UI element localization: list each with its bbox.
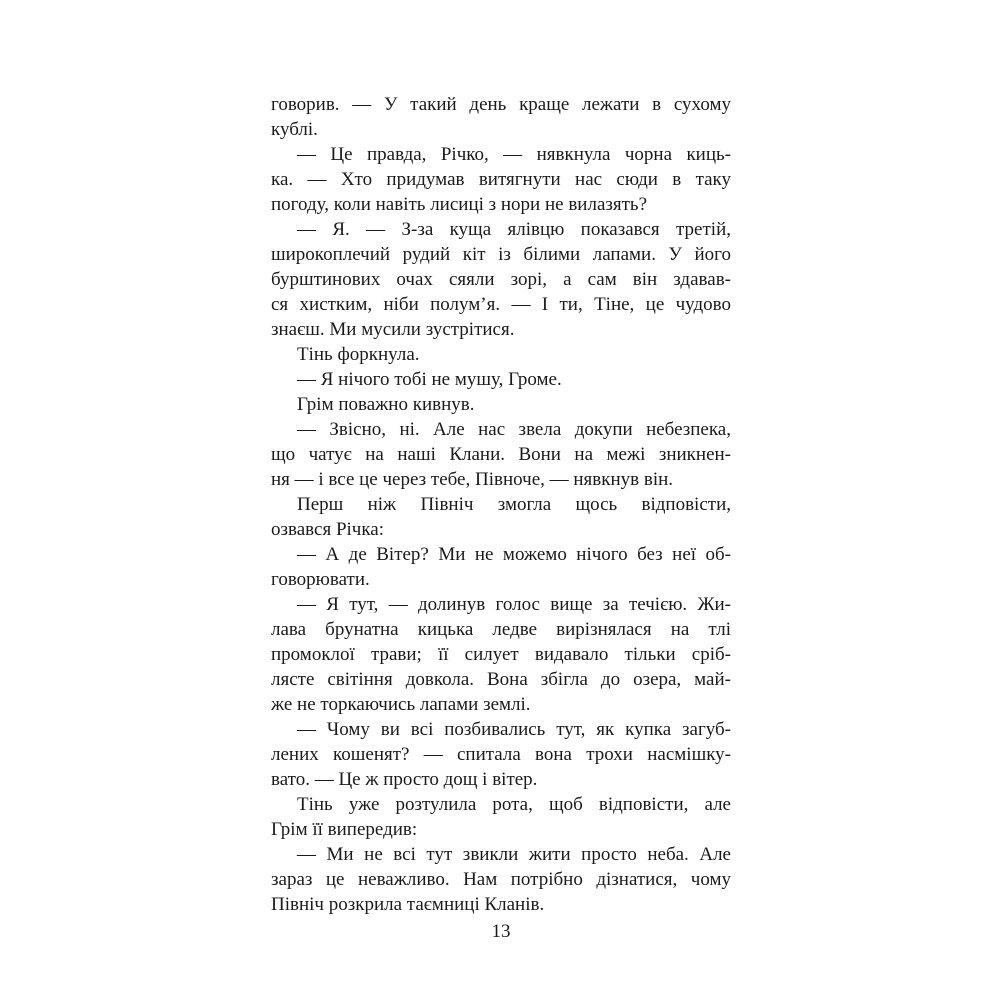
text-line: погоду, коли навіть лисиці з нори не вилазять? xyxy=(271,194,648,215)
text-line: — А де Вітер? Ми не можемо нічого без неї об- xyxy=(297,544,731,565)
text-line: Грім її випередив: xyxy=(271,819,418,840)
paragraph xyxy=(271,392,731,417)
text-line: озвався Річка: xyxy=(271,519,384,540)
text-line: — Чому ви всі позбивались тут, як купка загуб- xyxy=(297,719,731,740)
paragraph xyxy=(271,417,731,492)
paragraph xyxy=(271,717,731,792)
text-line: — Ми не всі тут звикли жити просто неба. Але xyxy=(297,844,731,865)
text-line: лених кошенят? — спитала вона трохи насмішку- xyxy=(271,744,731,765)
text-line: Грім поважно кивнув. xyxy=(297,394,475,415)
paragraph xyxy=(271,92,731,142)
text-line: говорив. — У такий день краще лежати в сухому xyxy=(271,94,731,115)
paragraph xyxy=(271,217,731,342)
text-line: — Звісно, ні. Але нас звела докупи небезпека, xyxy=(297,419,731,440)
paragraph xyxy=(271,492,731,542)
paragraph xyxy=(271,842,731,917)
text-line: говорювати. xyxy=(271,569,370,590)
text-line: кублі. xyxy=(271,119,318,140)
paragraph xyxy=(271,142,731,217)
text-line: Північ розкрила таємниці Кланів. xyxy=(271,894,545,915)
text-line: ся хистким, ніби полум’я. — І ти, Тіне, це чудово xyxy=(271,294,731,315)
text-line: Перш ніж Північ змогла щось відповісти, xyxy=(297,494,731,515)
text-line: Тінь уже розтулила рота, щоб відповісти, але xyxy=(297,794,731,815)
text-line: лава брунатна кицька ледве вирізнялася на тлі xyxy=(271,619,731,640)
text-block xyxy=(271,92,731,917)
text-line: же не торкаючись лапами землі. xyxy=(271,694,531,715)
text-line: ня — і все це через тебе, Півноче, — нявкнув він. xyxy=(271,469,674,490)
text-line: знаєш. Ми мусили зустрітися. xyxy=(271,319,515,340)
text-line: промоклої трави; її силует видавало тільки сріб- xyxy=(271,644,731,665)
text-line: бурштинових очах сяяли зорі, а сам він здавав- xyxy=(271,269,731,290)
text-line: лясте світіння довкола. Вона збігла до озера, май- xyxy=(271,669,731,690)
text-line: — Я тут, — долинув голос вище за течією. Жи- xyxy=(297,594,731,615)
text-line: — Я. — З-за куща ялівцю показався третій, xyxy=(297,219,731,240)
page-number: 13 xyxy=(491,921,511,942)
paragraph xyxy=(271,792,731,842)
text-line: — Це правда, Річко, — нявкнула чорна киць- xyxy=(297,144,731,165)
paragraph xyxy=(271,542,731,592)
text-line: що чатує на наші Клани. Вони на межі зникнен- xyxy=(271,444,731,465)
text-line: Тінь форкнула. xyxy=(297,344,420,365)
paragraph xyxy=(271,367,731,392)
text-line: вато. — Це ж просто дощ і вітер. xyxy=(271,769,538,790)
text-line: ка. — Хто придумав витягнути нас сюди в таку xyxy=(271,169,731,190)
text-line: — Я нічого тобі не мушу, Громе. xyxy=(297,369,562,390)
paragraph xyxy=(271,592,731,717)
text-line: зараз це неважливо. Нам потрібно дізнатися, чому xyxy=(271,869,731,890)
paragraph xyxy=(271,342,731,367)
text-line: широкоплечий рудий кіт із білими лапами. У його xyxy=(271,244,731,265)
